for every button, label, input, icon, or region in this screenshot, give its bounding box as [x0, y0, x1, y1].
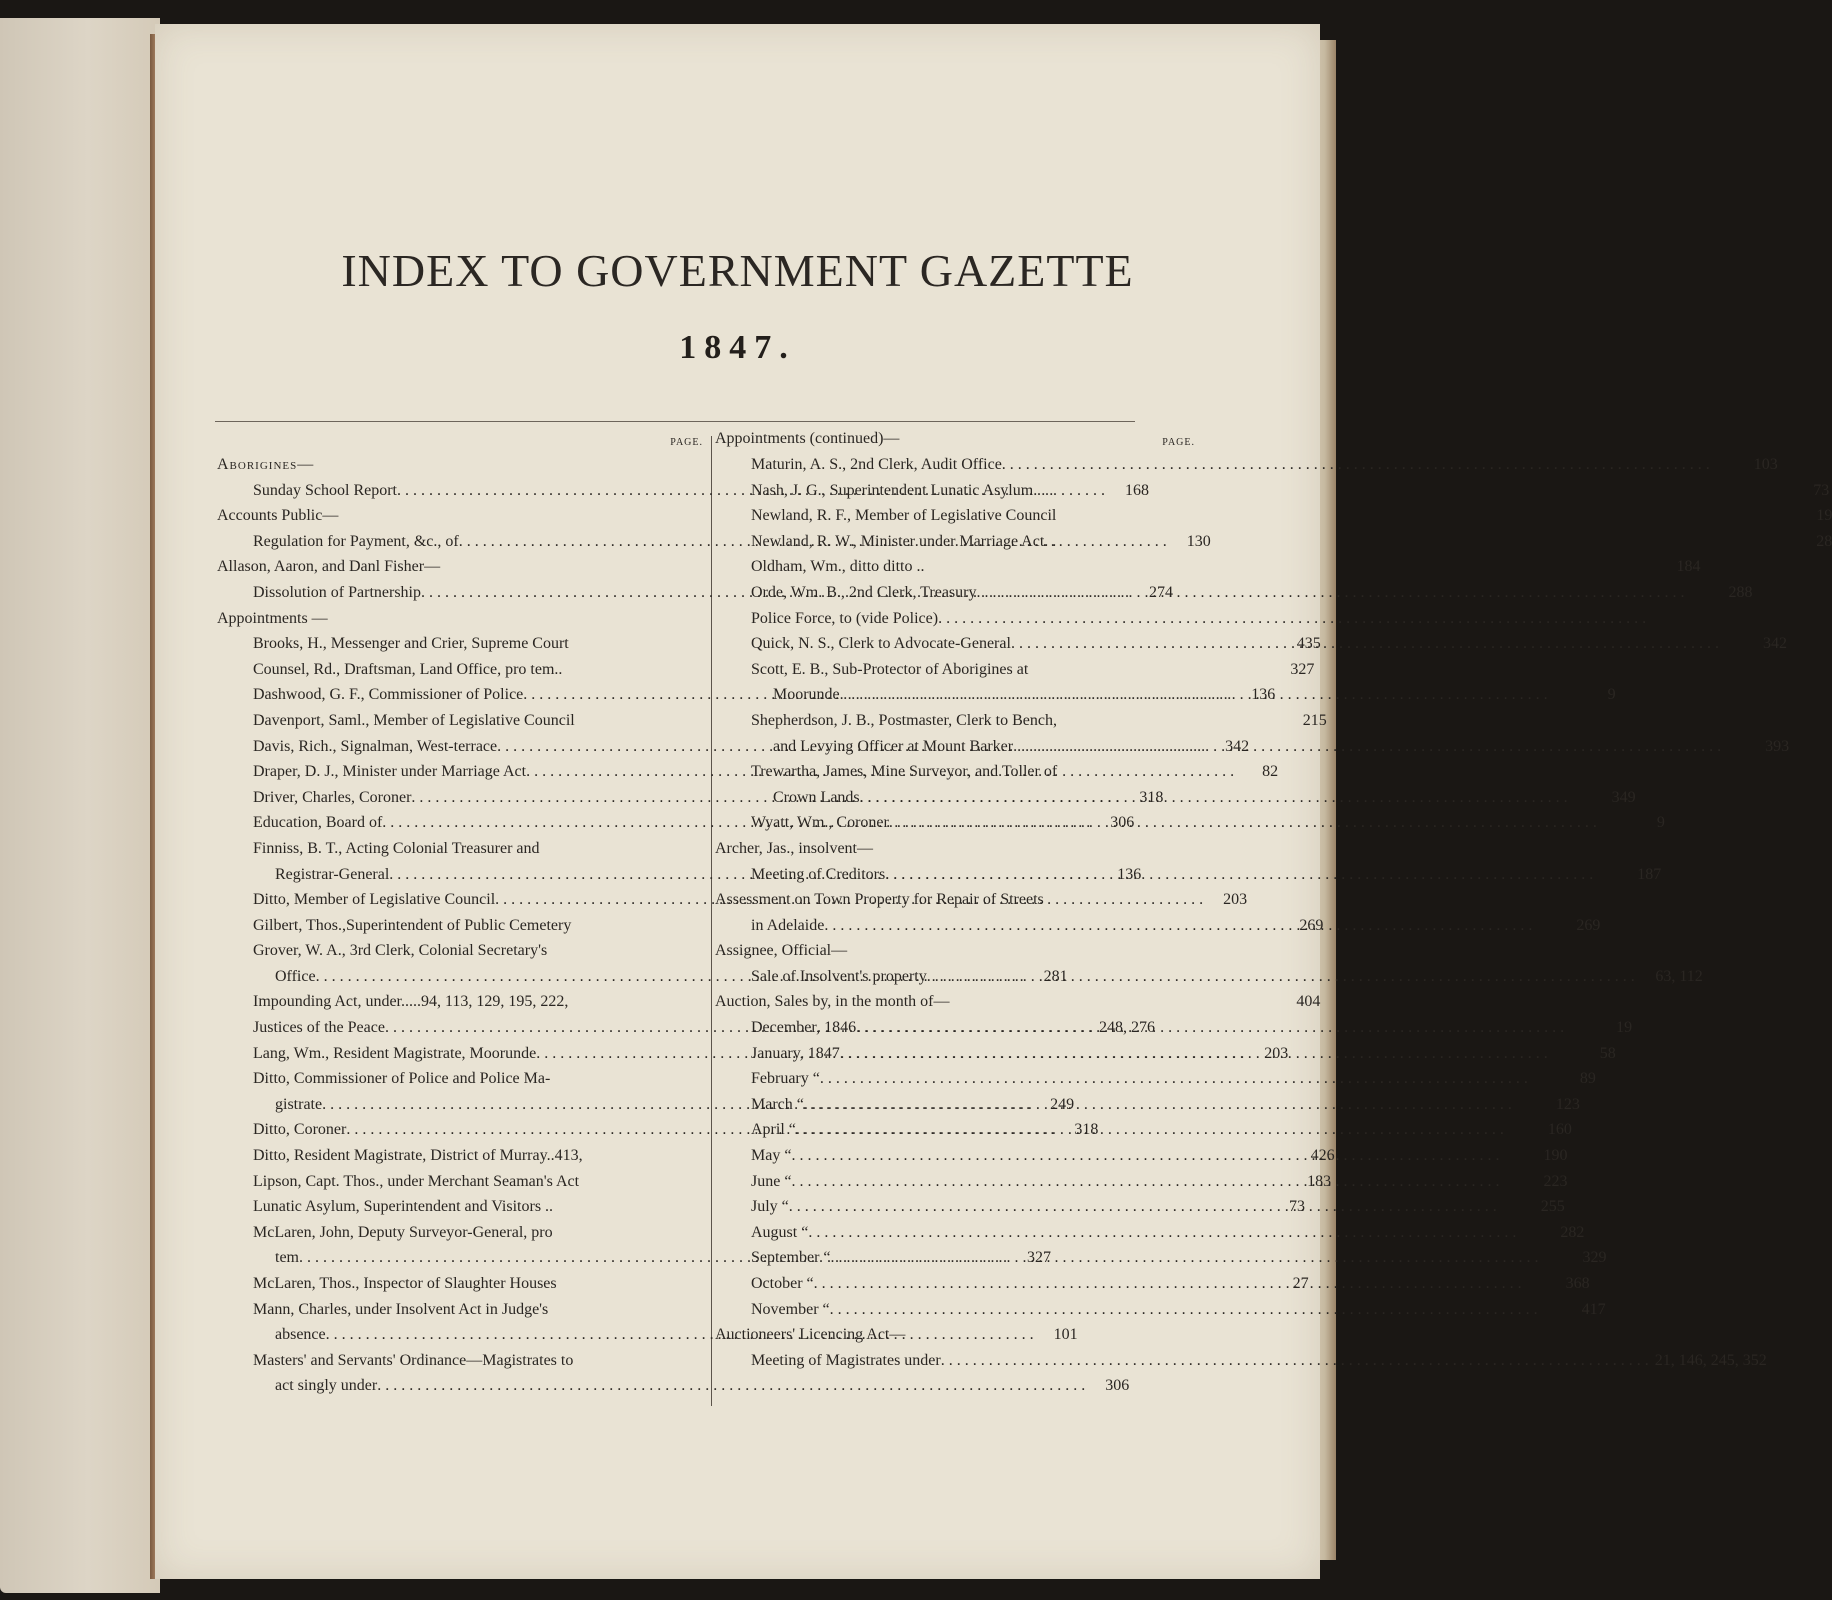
entry-page-number: 136 [1251, 686, 1276, 704]
index-entry [711, 785, 1636, 811]
index-entry [213, 606, 703, 632]
entry-text: February “ [751, 1070, 820, 1088]
leader-dots [831, 1245, 1539, 1271]
index-entry [711, 580, 1753, 606]
entry-page-number: 248, 276 [1098, 1019, 1155, 1037]
leader-dots [938, 606, 1646, 632]
entry-page-number: 288 [1728, 583, 1753, 601]
index-entry [711, 1245, 1607, 1271]
entry-page-number: 187 [1637, 865, 1662, 883]
leader-dots [1002, 452, 1710, 478]
leader-dots [804, 1092, 1512, 1118]
entry-text: May “ [751, 1147, 792, 1165]
index-entry [711, 1322, 1201, 1348]
entry-page-number: 435 [1296, 635, 1321, 653]
entry-page-number: 19 [1616, 1019, 1633, 1037]
entry-text: Davis, Rich., Signalman, West-terrace [253, 737, 498, 755]
index-entry [711, 1348, 1767, 1374]
entry-text: Newland, R. F., Member of Legislative Council [751, 507, 1057, 525]
index-entry [711, 503, 1832, 529]
leader-dots [927, 964, 1635, 990]
entry-page-number: 9 [1656, 814, 1665, 832]
page-title: INDEX TO GOVERNMENT GAZETTE [341, 245, 1134, 296]
index-entry [711, 708, 1201, 734]
entry-text: Scott, E. B., Sub-Protector of Aborigines at [751, 660, 1029, 678]
entry-page-number: 21, 146, 245, 352 [1654, 1351, 1767, 1369]
entry-page-number: 130 [1186, 532, 1211, 550]
index-entry [213, 503, 703, 529]
entry-page-number: 342 [1762, 635, 1787, 653]
entry-page-number: 255 [1540, 1198, 1565, 1216]
entry-text: January, 1847 [751, 1044, 840, 1062]
entry-text: Lang, Wm., Resident Magistrate, Moorunde [253, 1044, 537, 1062]
leader-dots [820, 1066, 1528, 1092]
leader-dots [791, 1143, 1499, 1169]
entry-text: Justices of the Peace [253, 1019, 385, 1037]
index-entry [711, 1220, 1585, 1246]
entry-page-number: 190 [1543, 1147, 1568, 1165]
index-entry [711, 554, 1701, 580]
entry-page-number: 269 [1299, 916, 1324, 934]
entry-text: Dissolution of Partnership [253, 583, 421, 601]
index-entry [711, 759, 1201, 785]
entry-text: Archer, Jas., insolvent— [715, 839, 873, 857]
entry-page-number: 327 [1027, 1249, 1051, 1267]
entry-page-number: 281 [1043, 967, 1068, 985]
entry-text: November “ [751, 1300, 830, 1318]
entry-text: and Levying Officer at Mount Barker [773, 737, 1014, 755]
leader-dots [791, 1169, 1499, 1195]
leader-dots [789, 1194, 1497, 1220]
entry-page-number: 327 [1290, 660, 1315, 678]
entry-page-number: 168 [1125, 481, 1149, 499]
entry-text: Trewartha, James, Mine Surveyor, and Toller of [751, 763, 1058, 781]
leader-dots [1013, 734, 1721, 760]
index-entry [711, 657, 1201, 683]
entry-text: Police Force, to (vide Police) [751, 609, 939, 627]
index-entry [711, 887, 1201, 913]
entry-text: Aborigines— [217, 456, 315, 473]
entry-text: Assessment on Town Property for Repair of Streets [715, 891, 1044, 909]
index-entry [213, 1220, 703, 1246]
entry-page-number: 73 [1289, 1198, 1306, 1216]
entry-text: Meeting of Magistrates under [751, 1351, 941, 1369]
index-entry [711, 1066, 1596, 1092]
entry-page-number: 269 [1576, 916, 1601, 934]
index-entry [711, 836, 1201, 862]
entry-text: October “ [751, 1275, 814, 1292]
entry-page-number: 274 [1149, 583, 1173, 601]
entry-text: absence [275, 1326, 326, 1344]
entry-page-number: 249 [1050, 1095, 1075, 1113]
index-entry [711, 478, 1830, 504]
entry-text: Dashwood, G. F., Commissioner of Police [253, 686, 524, 704]
entry-text: Shepherdson, J. B., Postmaster, Clerk to Bench, [751, 711, 1057, 729]
entry-text: Nash, J. G., Superintendent Lunatic Asylum. . . [751, 481, 1054, 499]
entry-text: Newland, R. W., Minister under Marriage Act. . [751, 532, 1057, 550]
continued-heading: Appointments (continued)— [715, 430, 900, 447]
right-column-header [711, 424, 1201, 452]
entry-page-number: 203 [1223, 891, 1248, 909]
leader-dots [830, 1297, 1538, 1323]
entry-text: tem [275, 1249, 299, 1267]
leader-dots [860, 785, 1568, 811]
entry-text: Meeting of Creditors [751, 865, 886, 883]
index-entry [213, 836, 703, 862]
entry-text: Gilbert, Thos.,Superintendent of Public Cemetery [253, 916, 572, 934]
index-entry [711, 452, 1778, 478]
leader-dots [824, 913, 1532, 939]
entry-text: Appointments — [217, 609, 328, 627]
entry-page-number: 329 [1582, 1249, 1607, 1267]
entry-page-number: 342 [1225, 737, 1250, 755]
entry-text: Davenport, Saml., Member of Legislative Council [253, 711, 575, 729]
entry-text: Maturin, A. S., 2nd Clerk, Audit Office [751, 456, 1002, 473]
entry-page-number: 123 [1555, 1095, 1580, 1113]
entry-text: Regulation for Payment, &c., of [253, 532, 459, 550]
entry-page-number: 184 [1676, 558, 1701, 576]
entry-text: Registrar-General [275, 865, 390, 883]
entry-text: Assignee, Official— [715, 942, 848, 960]
index-entry [213, 452, 703, 478]
entry-text: Lipson, Capt. Thos., under Merchant Seaman's Act [253, 1172, 580, 1190]
entry-page-number: 306 [1105, 1377, 1130, 1395]
page-year: 1847. [679, 329, 796, 366]
entry-text: Masters' and Servants' Ordinance—Magistrates to [253, 1351, 574, 1369]
entry-text: Auction, Sales by, in the month of— [715, 993, 950, 1011]
entry-page-number: 417 [1581, 1300, 1606, 1318]
entry-page-number: 160 [1547, 1121, 1572, 1139]
entry-text: April “ [751, 1121, 796, 1139]
index-entry [213, 938, 703, 964]
facing-page [0, 18, 160, 1593]
entry-text: Office [275, 967, 316, 985]
leader-dots [840, 682, 1548, 708]
entry-text: Education, Board of [253, 814, 383, 832]
leader-dots [856, 1015, 1564, 1041]
entry-text: Draper, D. J., Minister under Marriage Act [253, 763, 527, 781]
entry-page-number: 282 [1560, 1223, 1585, 1241]
entry-text: Ditto, Member of Legislative Council [253, 891, 496, 909]
entry-page-number: 19 [1816, 507, 1832, 525]
entry-page-number: 63, 112 [1655, 967, 1703, 985]
index-entry [711, 913, 1601, 939]
leader-dots [941, 1348, 1649, 1374]
leader-dots [976, 580, 1684, 606]
entry-page-number: 103 [1753, 456, 1778, 473]
entry-text: Lunatic Asylum, Superintendent and Visitors .. [253, 1198, 554, 1216]
entry-text: Allason, Aaron, and Danl Fisher— [217, 558, 441, 576]
entry-text: Wyatt, Wm., Coroner [751, 814, 889, 832]
leader-dots [808, 1220, 1516, 1246]
entry-page-number: 203 [1264, 1044, 1289, 1062]
entry-text: in Adelaide [751, 916, 825, 934]
entry-text: Ditto, Commissioner of Police and Police Ma- [253, 1070, 551, 1088]
entry-text: McLaren, Thos., Inspector of Slaughter Houses [253, 1275, 557, 1292]
index-entry [213, 1066, 703, 1092]
index-entry [711, 1297, 1606, 1323]
entry-text: Ditto, Resident Magistrate, District of Murray..413, [253, 1147, 583, 1165]
entry-text: Orde, Wm. B., 2nd Clerk, Treasury [751, 583, 977, 601]
entry-page-number: 404 [1296, 993, 1321, 1011]
entry-page-number: 101 [1053, 1326, 1078, 1344]
entry-page-number: 82 [1262, 763, 1279, 781]
index-entry [213, 1348, 703, 1374]
index-entry [711, 529, 1832, 555]
entry-text: September “ [751, 1249, 831, 1267]
index-entry [711, 1015, 1633, 1041]
index-entry [711, 989, 1201, 1015]
entry-text: Counsel, Rd., Draftsman, Land Office, pro tem.. [253, 660, 563, 678]
entry-text: Sale of Insolvent's property [751, 967, 927, 985]
entry-page-number: 9 [1607, 686, 1616, 704]
entry-text: Quick, N. S., Clerk to Advocate-General [751, 635, 1011, 653]
entry-text: March “ [751, 1095, 804, 1113]
entry-text: June “ [751, 1172, 792, 1190]
index-entry [213, 554, 703, 580]
index-entry [711, 606, 1201, 632]
entry-text: Oldham, Wm., ditto ditto .. [751, 558, 925, 576]
column-page-header: PAGE. [670, 437, 703, 448]
entry-page-number: 73 [1813, 481, 1830, 499]
leader-dots [889, 810, 1597, 836]
horizontal-rule [215, 421, 1135, 422]
entry-page-number: 306 [1110, 814, 1135, 832]
entry-text: gistrate [275, 1095, 323, 1113]
entry-page-number: 89 [1579, 1070, 1596, 1088]
entry-text: August “ [751, 1223, 809, 1241]
entry-page-number: 28 [1816, 532, 1832, 550]
entry-text: Auctioneers' Licencing Act— [715, 1326, 906, 1344]
column-page-header: PAGE. [1162, 437, 1195, 448]
index-entry [711, 1117, 1572, 1143]
entry-page-number: 426 [1310, 1147, 1335, 1165]
entry-text: McLaren, John, Deputy Surveyor-General, pro [253, 1223, 553, 1241]
entry-page-number: 368 [1565, 1275, 1590, 1292]
leader-dots [885, 862, 1593, 888]
entry-text: Finniss, B. T., Acting Colonial Treasurer and [253, 839, 540, 857]
entry-page-number: 393 [1765, 737, 1790, 755]
leader-dots [377, 1373, 1085, 1399]
leader-dots [840, 1041, 1548, 1067]
entry-text: Ditto, Coroner [253, 1121, 347, 1139]
index-entry [711, 862, 1662, 888]
entry-text: Grover, W. A., 3rd Clerk, Colonial Secretary's [253, 942, 548, 960]
entry-text: July “ [751, 1198, 789, 1216]
entry-text: Sunday School Report [253, 481, 397, 499]
entry-page-number: 183 [1307, 1172, 1332, 1190]
leader-dots [796, 1117, 1504, 1143]
entry-text: Impounding Act, under.....94, 113, 129, 195, 222, [253, 993, 569, 1011]
gazette-index-page [155, 24, 1832, 1579]
entry-page-number: 349 [1611, 788, 1636, 806]
index-entry [711, 810, 1665, 836]
index-entry [213, 1297, 703, 1323]
index-entry [711, 964, 1703, 990]
entry-text: act singly under [275, 1377, 378, 1395]
entry-text: Brooks, H., Messenger and Crier, Supreme Court [253, 635, 569, 653]
entry-text: Moorunde [773, 686, 840, 704]
entry-page-number: 215 [1302, 711, 1327, 729]
entry-page-number: 27 [1292, 1275, 1309, 1292]
entry-text: Driver, Charles, Coroner [253, 788, 412, 806]
entry-text: Accounts Public— [217, 507, 339, 525]
entry-text: Mann, Charles, under Insolvent Act in Judge's [253, 1300, 549, 1318]
index-entry [711, 938, 1201, 964]
index-entry [213, 1373, 1130, 1399]
leader-dots [1011, 631, 1719, 657]
leader-dots [814, 1271, 1522, 1297]
entry-text: December, 1846 [751, 1019, 857, 1037]
entry-page-number: 223 [1543, 1172, 1568, 1190]
entry-page-number: 58 [1599, 1044, 1616, 1062]
entry-page-number: 318 [1139, 788, 1164, 806]
entry-page-number: 318 [1074, 1121, 1099, 1139]
entry-page-number: 136 [1117, 865, 1142, 883]
entry-text: Crown Lands [773, 788, 860, 806]
index-entry [711, 1092, 1580, 1118]
